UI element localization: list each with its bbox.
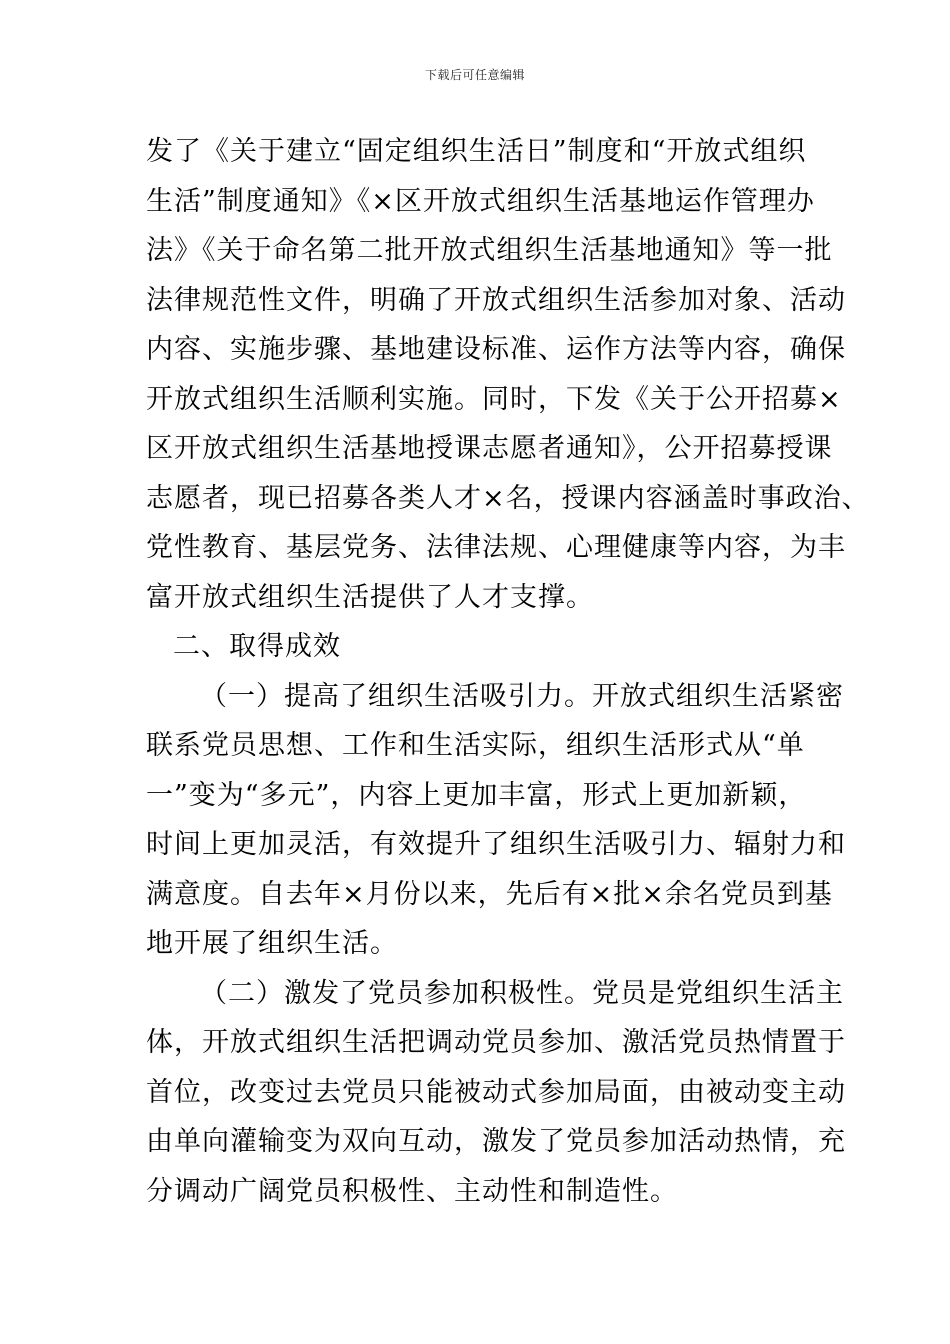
section-heading-text: 二、取得成效 — [173, 631, 341, 662]
text-line: 地开展了组织生活。 — [146, 928, 398, 959]
text-line: 联系党员思想、工作和生活实际，组织生活形式从“单 — [146, 730, 805, 761]
text-line: 法》《关于命名第二批开放式组织生活基地通知》等一批 — [146, 235, 833, 266]
text-line: 体，开放式组织生活把调动党员参加、激活党员热情置于 — [146, 1027, 846, 1058]
text-line: 生活”制度通知》《×区开放式组织生活基地运作管理办 — [146, 185, 815, 217]
text-line: 开放式组织生活顺利实施。同时，下发《关于公开招募× — [146, 383, 842, 415]
document-body — [146, 127, 870, 1216]
text-line: 志愿者，现已招募各类人才×名，授课内容涵盖时事政治、 — [146, 482, 870, 514]
text-line: （一）提高了组织生活吸引力。开放式组织生活紧密 — [200, 680, 844, 712]
text-line: 由单向灌输变为双向互动，激发了党员参加活动热情，充 — [146, 1126, 846, 1157]
text-line: 首位，改变过去党员只能被动式参加局面，由被动变主动 — [146, 1076, 846, 1108]
text-line: （二）激发了党员参加积极性。党员是党组织生活主 — [200, 977, 844, 1009]
text-line: 分调动广阔党员积极性、主动性和制造性。 — [146, 1175, 678, 1207]
header-note: 下载后可任意编辑 — [424, 68, 525, 82]
text-line: 富开放式组织生活提供了人才支撑。 — [146, 581, 594, 613]
paragraph-achievement-1 — [146, 672, 846, 969]
section-heading — [146, 622, 836, 672]
text-line: 时间上更加灵活，有效提升了组织生活吸引力、辐射力和 — [146, 829, 846, 860]
text-line: 内容、实施步骤、基地建设标准、运作方法等内容，确保 — [146, 334, 846, 365]
text-line: 区开放式组织生活基地授课志愿者通知》，公开招募授课 — [146, 433, 833, 464]
paragraph-achievement-2 — [146, 969, 846, 1217]
text-line: 党性教育、基层党务、法律法规、心理健康等内容，为丰 — [146, 532, 846, 563]
paragraph-continued — [146, 127, 870, 622]
text-line: 一”变为“多元”，内容上更加丰富，形式上更加新颖， — [146, 779, 807, 811]
text-line: 满意度。自去年×月份以来，先后有×批×余名党员到基 — [146, 878, 833, 910]
text-line: 法律规范性文件，明确了开放式组织生活参加对象、活动 — [146, 284, 846, 316]
text-line: 发了《关于建立“固定组织生活日”制度和“开放式组织 — [146, 136, 807, 167]
